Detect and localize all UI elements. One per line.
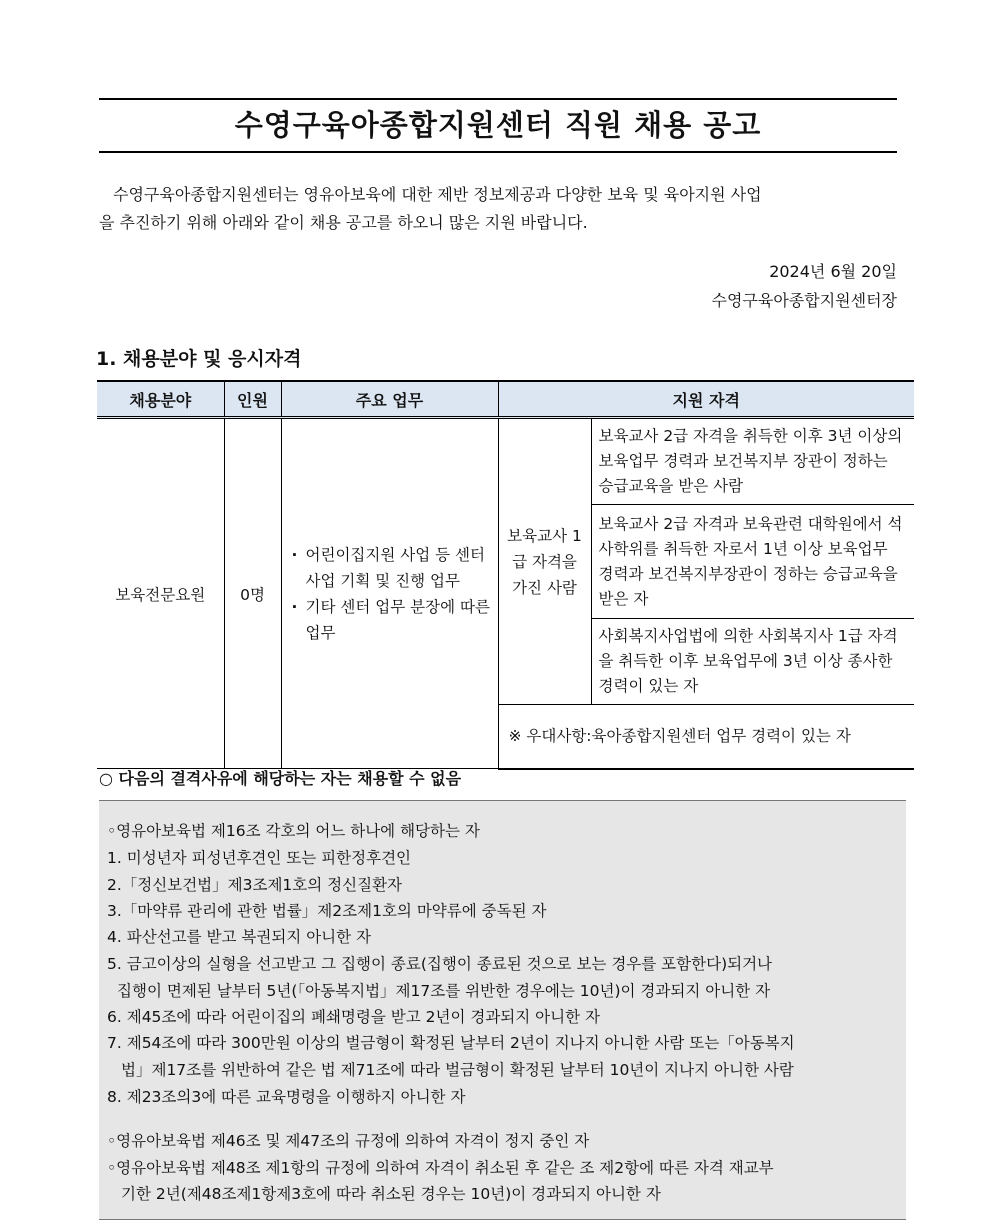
disq-line: ◦영유아보육법 제48조 제1항의 규정에 의하여 자격이 취소된 후 같은 조 제2항에 따른 자격 재교부 [107,1159,774,1177]
title-top-rule [99,98,897,100]
header-field: 채용분야 [97,381,224,418]
section-heading: 1. 채용분야 및 응시자격 [96,348,302,370]
intro-line-1: 수영구육아종합지원센터는 영유아보육에 대한 제반 정보제공과 다양한 보육 및 육아지원 사업 [113,185,762,204]
table-header-row [97,381,914,418]
recruitment-table [97,380,914,770]
cell-duties [281,418,498,769]
disq-line: 기한 2년(제48조제1항제3호에 따라 취소된 경우는 10년)이 경과되지 아니한 자 [121,1185,661,1203]
disq-line: 5. 금고이상의 실형을 선고받고 그 집행이 종료(집행이 종료된 것으로 보는 경우를 포함한다)되거나 [107,955,773,973]
disq-line: 1. 미성년자 피성년후견인 또는 피한정후견인 [107,849,412,867]
disq-line: ◦영유아보육법 제16조 각호의 어느 하나에 해당하는 자 [107,822,480,840]
cell-field: 보육전문요원 [97,418,224,769]
notice-date: 2024년 6월 20일 [769,262,897,281]
qualification-item: 보육교사 2급 자격을 취득한 이후 3년 이상의 보육업무 경력과 보건복지부 장관이 정하는 승급교육을 받은 사람 [591,418,914,505]
qualification-item: 사회복지사업법에 의한 사회복지사 1급 자격을 취득한 이후 보육업무에 3년 이상 종사한 경력이 있는 자 [591,619,914,705]
disq-line: 4. 파산선고를 받고 복권되지 아니한 자 [107,928,372,946]
disqualification-box [99,800,906,1220]
header-count: 인원 [224,381,281,418]
disq-line: ◦영유아보육법 제46조 및 제47조의 규정에 의하여 자격이 정지 중인 자 [107,1132,590,1150]
intro-line-2: 을 추진하기 위해 아래와 같이 채용 공고를 하오니 많은 지원 바랍니다. [99,213,588,232]
disq-line: 집행이 면제된 날부터 5년(「아동복지법」제17조를 위반한 경우에는 10년)이 경과되지 아니한 자 [117,982,771,1000]
qual-group-label: 보육교사 1급 자격을 가진 사람 [507,526,582,597]
disq-line: 3.「마약류 관리에 관한 법률」제2조제1호의 마약류에 중독된 자 [107,902,547,920]
table-row [97,418,914,505]
header-qualifications: 지원 자격 [498,381,914,418]
intro-paragraph [99,181,897,237]
disq-line: 7. 제54조에 따라 300만원 이상의 벌금형이 확정된 날부터 2년이 지나지 아니한 사람 또는「아동복지 [107,1034,795,1052]
disq-line: 6. 제45조에 따라 어린이집의 폐쇄명령을 받고 2년이 경과되지 아니한 자 [107,1008,600,1026]
qualification-item: 보육교사 2급 자격과 보육관련 대학원에서 석사학위를 취득한 자로서 1년 이상 보육업무 경력과 보건복지부장관이 정하는 승급교육을 받은 자 [591,505,914,619]
cell-qual-group [498,418,591,705]
title-bottom-rule [99,151,897,153]
page-title: 수영구육아종합지원센터 직원 채용 공고 [234,108,762,142]
cell-count: 0명 [224,418,281,769]
disq-line: 법」제17조를 위반하여 같은 법 제71조에 따라 벌금형이 확정된 날부터 10년이 지나지 아니한 사람 [121,1061,794,1079]
disq-line: 8. 제23조의3에 따른 교육명령을 이행하지 아니한 자 [107,1088,466,1106]
disq-line: 2.「정신보건법」제3조제1호의 정신질환자 [107,876,403,894]
duty-item: · 기타 센터 업무 분장에 따른 업무 [288,594,492,646]
issuer: 수영구육아종합지원센터장 [711,291,897,310]
preference-note: ※ 우대사항:육아종합지원센터 업무 경력이 있는 자 [498,705,914,769]
disqualification-heading: ○ 다음의 결격사유에 해당하는 자는 채용할 수 없음 [99,769,462,788]
header-duties: 주요 업무 [281,381,498,418]
duties-list [282,542,498,646]
duty-item: · 어린이집지원 사업 등 센터 사업 기획 및 진행 업무 [288,542,492,594]
